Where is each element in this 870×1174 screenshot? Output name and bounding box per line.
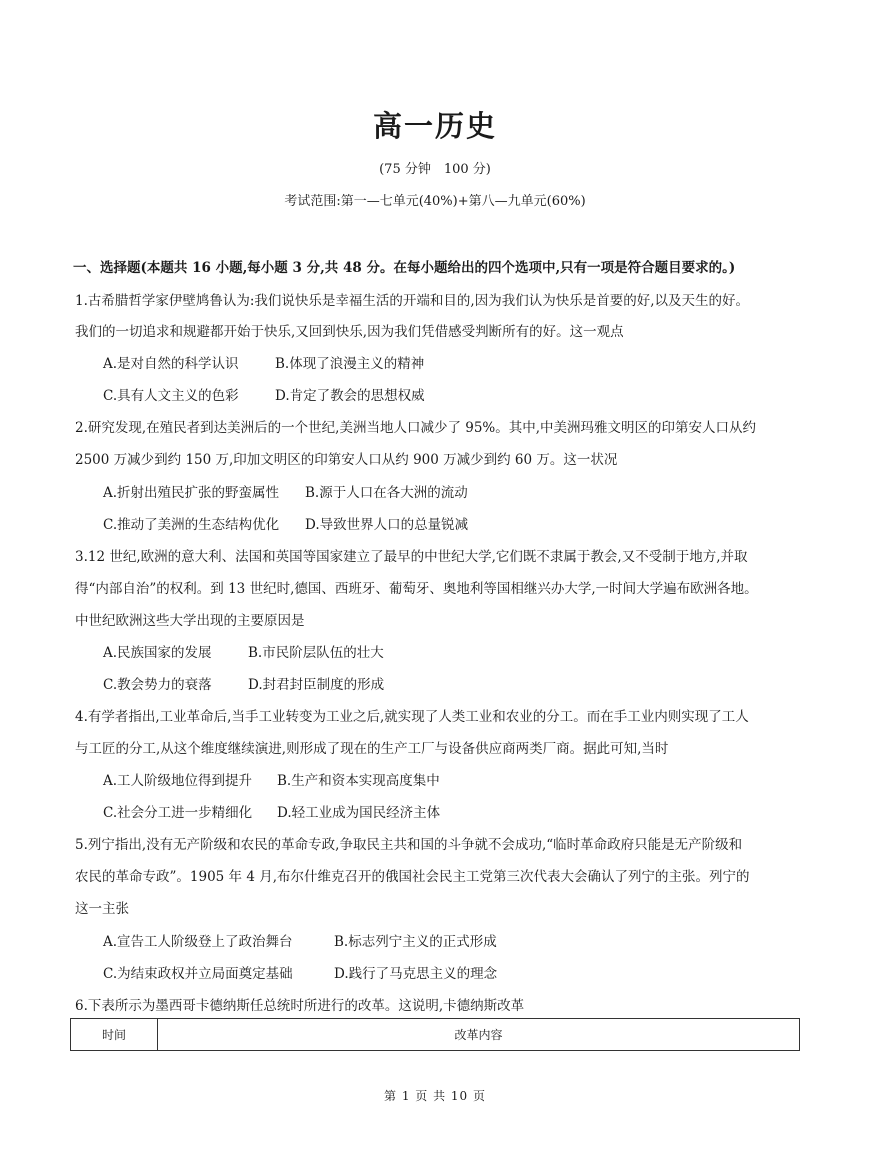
question-stem-line: 5.列宁指出,没有无产阶级和农民的革命专政,争取民主共和国的斗争就不会成功,“临时革命政府只能是无产阶级和 xyxy=(75,837,743,853)
option-b: B.标志列宁主义的正式形成 xyxy=(334,934,497,950)
question-stem-line: 1.古希腊哲学家伊壁鸠鲁认为:我们说快乐是幸福生活的开端和目的,因为我们认为快乐是首要的好,以及天生的好。 xyxy=(75,293,750,309)
question-stem-line: 得“内部自治”的权利。到 13 世纪时,德国、西班牙、葡萄牙、奥地利等国相继兴办大学,一时间大学遍布欧洲各地。 xyxy=(75,581,758,597)
question-stem-line: 4.有学者指出,工业革命后,当手工业转变为工业之后,就实现了人类工业和农业的分工。而在手工业内则实现了工人 xyxy=(75,709,749,725)
option-c: C.教会势力的衰落 xyxy=(103,677,212,693)
section-heading: 一、选择题(本题共 16 小题,每小题 3 分,共 48 分。在每小题给出的四个选项中,只有一项是符合题目要求的。) xyxy=(73,260,736,276)
question-stem-line: 2500 万减少到约 150 万,印加文明区的印第安人口从约 900 万减少到约 60 万。这一状况 xyxy=(75,452,618,468)
option-a: A.宣告工人阶级登上了政治舞台 xyxy=(103,934,293,950)
question-stem-line: 3.12 世纪,欧洲的意大利、法国和英国等国家建立了最早的中世纪大学,它们既不隶属于教会,又不受制于地方,并取 xyxy=(75,549,748,565)
option-d: D.导致世界人口的总量锐减 xyxy=(305,517,469,533)
option-b: B.市民阶层队伍的壮大 xyxy=(248,645,384,661)
table-header-time: 时间 xyxy=(71,1019,158,1051)
option-a: A.折射出殖民扩张的野蛮属性 xyxy=(103,485,280,501)
option-c: C.为结束政权并立局面奠定基础 xyxy=(103,966,293,982)
option-c: C.具有人文主义的色彩 xyxy=(103,388,239,404)
option-a: A.民族国家的发展 xyxy=(103,645,212,661)
table-header-row xyxy=(71,1019,800,1051)
option-a: A.工人阶级地位得到提升 xyxy=(103,773,253,789)
option-d: D.封君封臣制度的形成 xyxy=(248,677,385,693)
option-c: C.推动了美洲的生态结构优化 xyxy=(103,517,280,533)
exam-scope: 考试范围:第一—七单元(40%)+第八—九单元(60%) xyxy=(284,194,586,209)
table-header-content: 改革内容 xyxy=(158,1019,800,1051)
option-d: D.轻工业成为国民经济主体 xyxy=(277,805,441,821)
question-stem-line: 6.下表所示为墨西哥卡德纳斯任总统时所进行的改革。这说明,卡德纳斯改革 xyxy=(75,998,525,1014)
exam-duration-score: (75 分钟 100 分) xyxy=(379,162,491,177)
option-d: D.践行了马克思主义的理念 xyxy=(334,966,498,982)
question-stem-line: 2.研究发现,在殖民者到达美洲后的一个世纪,美洲当地人口减少了 95%。其中,中美洲玛雅文明区的印第安人口从约 xyxy=(75,420,757,436)
option-b: B.体现了浪漫主义的精神 xyxy=(275,356,425,372)
question-stem-line: 这一主张 xyxy=(75,901,129,917)
option-b: B.源于人口在各大洲的流动 xyxy=(305,485,468,501)
question-stem-line: 我们的一切追求和规避都开始于快乐,又回到快乐,因为我们凭借感受判断所有的好。这一观点 xyxy=(75,324,624,340)
question-stem-line: 与工匠的分工,从这个维度继续演进,则形成了现在的生产工厂与设备供应商两类厂商。据此可知,当时 xyxy=(75,741,669,757)
page-number: 第 1 页 共 10 页 xyxy=(384,1089,486,1103)
option-b: B.生产和资本实现高度集中 xyxy=(277,773,440,789)
page-title: 高一历史 xyxy=(372,109,497,143)
option-d: D.肯定了教会的思想权威 xyxy=(275,388,425,404)
option-a: A.是对自然的科学认识 xyxy=(103,356,239,372)
option-c: C.社会分工进一步精细化 xyxy=(103,805,253,821)
question-stem-line: 中世纪欧洲这些大学出现的主要原因是 xyxy=(75,613,305,629)
reform-table xyxy=(70,1018,800,1051)
question-stem-line: 农民的革命专政”。1905 年 4 月,布尔什维克召开的俄国社会民主工党第三次代表大会确认了列宁的主张。列宁的 xyxy=(75,869,750,885)
